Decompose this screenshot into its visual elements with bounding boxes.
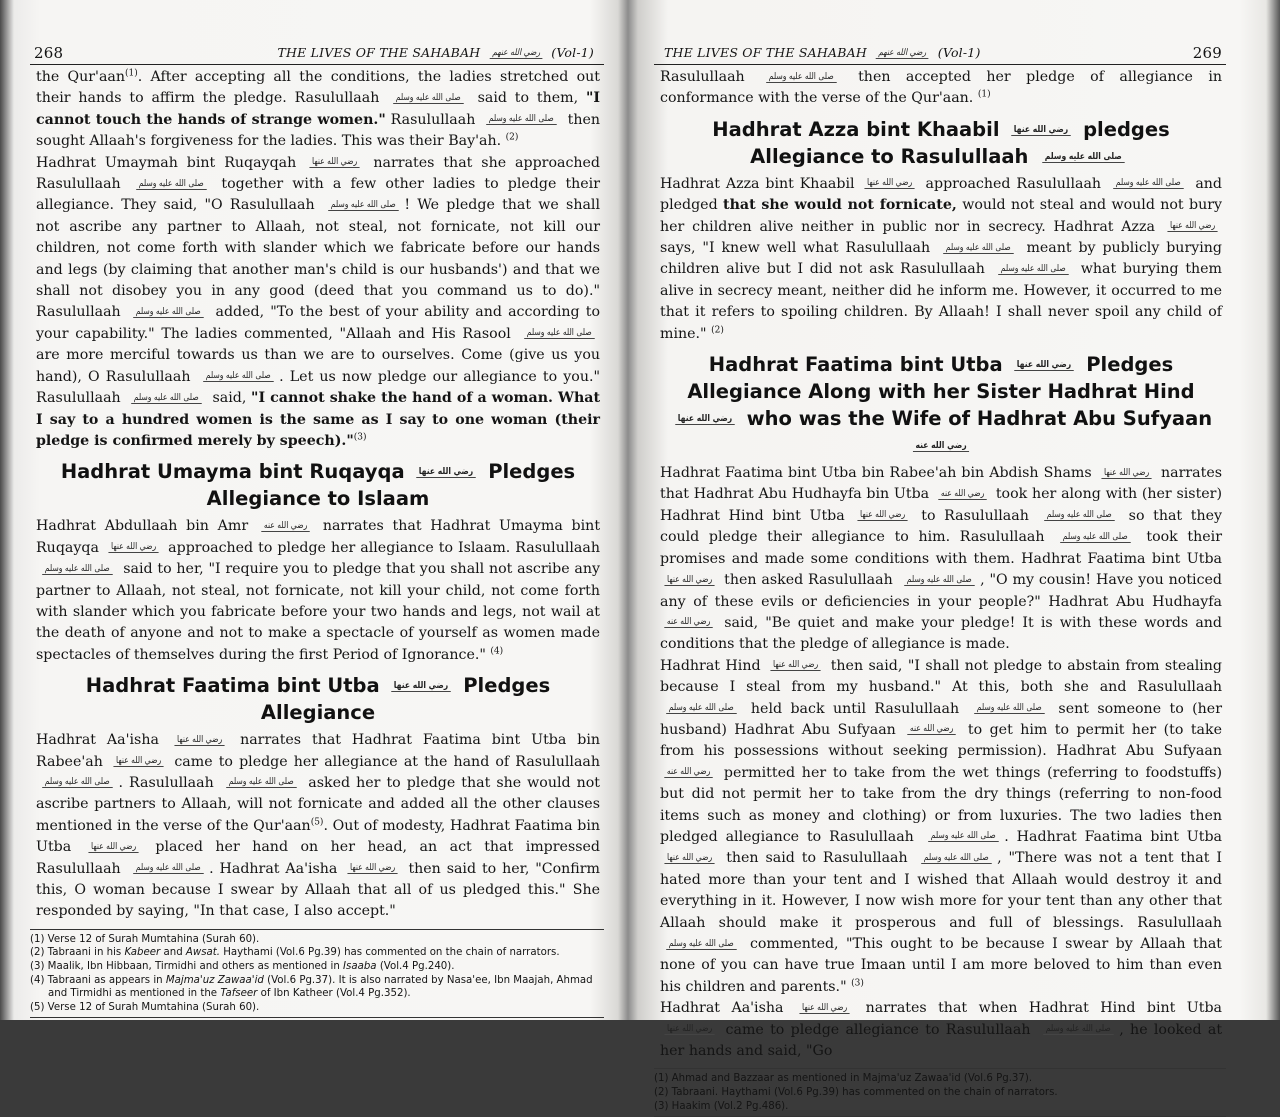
honorific-icon: صلى الله عليه وسلم [1042, 152, 1124, 163]
honorific-icon: رضي الله عنها [1101, 468, 1151, 479]
footnote: (3) Haakim (Vol.2 Pg.486). [654, 1100, 789, 1112]
honorific-icon: رضي الله عنها [417, 467, 477, 478]
honorific-icon: رضي الله عنهم [489, 48, 542, 59]
honorific-icon: صلى الله عليه وسلم [904, 575, 974, 586]
honorific-icon: رضي الله عنه [938, 489, 987, 500]
honorific-icon: رضي الله عنها [664, 1024, 714, 1035]
paragraph: Hadhrat Hind رضي الله عنها then said, "I shall not pledge to abstain from stealing because I steal from my husband." At this, both she and Rasulullaah صلى الله عليه وسلم held back until Rasulullaah صلى الله عليه وسلم sent someone to (her husband) Hadhrat Abu Sufyaan رضي الله عنه to get him to permit her (to take from his possessions without seeking permission). Hadhrat Abu Sufyaan رضي الله عنه permitted her to take from the wet things (referring to foodstuffs) but did not permit her to take from the dry things (referring to non-food items such as money and clothing) or from luxuries. The two ladies then pledged allegiance to Rasulullaah صلى الله عليه وسلم . Hadhrat Faatima bint Utba رضي الله عنها then said to Rasulullaah صلى الله عليه وسلم , "There was not a tent that I hated more than your tent and I wished that Allaah would destroy it and everything in it. However, I now wish more for your tent than any other that Allaah should make it prosperous and full of blessings. Rasulullaah صلى الله عليه وسلم commented, "This ought to be because I swear by Allaah that none of you can have true Imaan until I am more beloved to him than even his children and parents." $^{(3)}$ [660, 657, 1223, 995]
honorific-icon: صلى الله عليه وسلم [524, 328, 594, 339]
honorific-icon: صلى الله عليه وسلم [1043, 1024, 1113, 1035]
paragraph: Rasulullaah صلى الله عليه وسلم then accepted her pledge of allegiance in conformance with the verse of the Qur'aan. $^{(1)}$ [660, 69, 1222, 107]
honorific-icon: رضي الله عنها [348, 863, 398, 874]
running-title: THE LIVES OF THE SAHABAH رضي الله عنهم (Vol-1) [664, 45, 981, 60]
paragraph: Hadhrat Aa'isha رضي الله عنها narrates that Hadhrat Faatima bint Utba bin Rabee'ah رضي الله عنها came to pledge her allegiance at the hand of Rasulullaah صلى الله عليه وسلم . Rasulullaah صلى الله عليه وسلم asked her to pledge that she would not ascribe partners to Allaah, will not fornicate and added all the other clauses mentioned in the verse of the Qur'aan$^{(5)}$. Out of modesty, Hadhrat Faatima bin Utba رضي الله عنها placed her hand on her head, an act that impressed Rasulullaah صلى الله عليه وسلم . Hadhrat Aa'isha رضي الله عنها then said to her, "Confirm this, O woman because I swear by Allaah that all of us pledged this." She responded by saying, "In that case, I also accept." [36, 732, 600, 920]
honorific-icon: رضي الله عنها [88, 842, 138, 853]
honorific-icon: صلى الله عليه وسلم [1060, 532, 1130, 543]
footnote: (1) Verse 12 of Surah Mumtahina (Surah 60). [30, 933, 260, 945]
honorific-icon: صلى الله عليه وسلم [666, 703, 736, 714]
footnote: (2) Tabraani in his Kabeer and Awsat. Haythami (Vol.6 Pg.39) has commented on the chain of narrators. [30, 947, 560, 959]
honorific-icon: صلى الله عليه وسلم [133, 307, 203, 318]
section-heading: Hadhrat Faatima bint Utba رضي الله عنها Pledges Allegiance [85, 674, 551, 725]
section-heading: Hadhrat Umayma bint Ruqayqa رضي الله عنها Pledges Allegiance to Islaam [60, 460, 576, 511]
honorific-icon: صلى الله عليه وسلم [666, 939, 736, 950]
honorific-icon: رضي الله عنها [865, 178, 915, 189]
honorific-icon: رضي الله عنها [1012, 125, 1072, 136]
section-heading: Hadhrat Azza bint Khaabil رضي الله عنها pledges Allegiance to Rasulullaah صلى الله عليه وسلم [712, 117, 1170, 168]
honorific-icon: رضي الله عنه [908, 724, 957, 735]
honorific-icon: صلى الله عليه وسلم [998, 264, 1068, 275]
honorific-icon: صلى الله عليه وسلم [1044, 510, 1114, 521]
honorific-icon: رضي الله عنه [664, 767, 713, 778]
footnote: (1) Ahmad and Bazzaar as mentioned in Majma'uz Zawaa'id (Vol.6 Pg.37). [654, 1073, 1033, 1085]
footnotes [654, 1068, 1226, 1117]
honorific-icon: رضي الله عنها [664, 575, 714, 586]
honorific-icon: صلى الله عليه وسلم [328, 200, 398, 211]
honorific-icon: صلى الله عليه وسلم [226, 777, 296, 788]
honorific-icon: صلى الله عليه وسلم [393, 93, 463, 104]
honorific-icon: صلى الله عليه وسلم [766, 72, 836, 83]
footnotes [30, 929, 604, 1019]
honorific-icon: صلى الله عليه وسلم [928, 831, 998, 842]
left-page [30, 42, 604, 1018]
honorific-icon: رضي الله عنه [913, 441, 969, 452]
page-number: 269 [1192, 44, 1222, 62]
honorific-icon: رضي الله عنها [310, 157, 360, 168]
honorific-icon: صلى الله عليه وسلم [42, 564, 112, 575]
footnote: (4) Tabraani as appears in Majma'uz Zawaa'id (Vol.6 Pg.37). It is also narrated by Nasa'ee, Ibn Maajah, Ahmad and Tirmidhi as mentioned in the Tafseer of Ibn Katheer (Vol.4 Pg.352). [30, 974, 593, 1000]
running-title: THE LIVES OF THE SAHABAH رضي الله عنهم (Vol-1) [277, 45, 594, 60]
page-body [30, 65, 604, 923]
honorific-icon: صلى الله عليه وسلم [974, 703, 1044, 714]
paragraph: Hadhrat Abdullaah bin Amr رضي الله عنه narrates that Hadhrat Umayma bint Ruqayqa رضي الله عنها approached to pledge her allegiance to Islaam. Rasulullaah صلى الله عليه وسلم said to her, "I require you to pledge that you shall not ascribe any partner to Allaah, not steal, not fornicate, not kill your child, not come forth with slander which you fabricate before your two hands and legs, not wail at the death of anyone and not to make a spectacle of yourself as women made spectacles of themselves during the first Period of Ignorance." $^{(4)}$ [36, 518, 601, 663]
paragraph: Hadhrat Aa'isha رضي الله عنها narrates that when Hadhrat Hind bint Utba رضي الله عنها came to pledge allegiance to Rasulullaah صلى الله عليه وسلم , he looked at her hands and said, "Go [660, 1000, 1223, 1060]
honorific-icon: رضي الله عنها [392, 681, 452, 692]
honorific-icon: صلى الله عليه وسلم [132, 393, 202, 404]
paragraph: Hadhrat Umaymah bint Ruqayqah رضي الله عنها narrates that she approached Rasulullaah صلى الله عليه وسلم together with a few other ladies to pledge their allegiance. They said, "O Rasulullaah صلى الله عليه وسلم ! We pledge that we shall not ascribe any partner to Allaah, not steal, not fornicate, not kill our children, not come forth with slander which we fabricate before our hands and legs (by claiming that another man's child is our husbands') and that we shall not disobey you in any good (deed that you command us to do)." Rasulullaah صلى الله عليه وسلم added, "To the best of your ability and according to your capability." The ladies commented, "Allaah and His Rasool صلى الله عليه وسلم are more merciful towards us than we are to ourselves. Come (give us you hand), O Rasulullaah صلى الله عليه وسلم . Let us now pledge our allegiance to you." Rasulullaah صلى الله عليه وسلم said, "I cannot shake the hand of a woman. What I say to a hundred women is the same as I say to one woman (their pledge is confirmed merely by speech)."$^{(3)}$ [36, 154, 601, 449]
page-body [654, 65, 1226, 1062]
honorific-icon: رضي الله عنها [1167, 221, 1217, 232]
honorific-icon: رضي الله عنها [1015, 360, 1075, 371]
honorific-icon: رضي الله عنها [770, 660, 820, 671]
honorific-icon: صلى الله عليه وسلم [1113, 178, 1183, 189]
honorific-icon: صلى الله عليه وسلم [203, 371, 273, 382]
honorific-icon: رضي الله عنها [664, 853, 714, 864]
paragraph: Hadhrat Faatima bint Utba bin Rabee'ah bin Abdish Shams رضي الله عنها narrates that Hadhrat Abu Hudhayfa bin Utba رضي الله عنه took her along with (her sister) Hadhrat Hind bint Utba رضي الله عنها to Rasulullaah صلى الله عليه وسلم so that they could pledge their allegiance to him. Rasulullaah صلى الله عليه وسلم took their promises and made some conditions with them. Hadhrat Faatima bint Utba رضي الله عنها then asked Rasulullaah صلى الله عليه وسلم , "O my cousin! Have you noticed any of these evils or deficiencies in your people?" Hadhrat Abu Hudhayfa رضي الله عنه said, "Be quiet and make your pledge! It is with these words and conditions that the pledge of allegiance is made. [660, 465, 1223, 653]
section-heading: Hadhrat Faatima bint Utba رضي الله عنها Pledges Allegiance Along with her Sister Hadhrat Hind رضي الله عنها who was the Wife of Hadhrat Abu Sufyaan رضي الله عنه [660, 351, 1222, 459]
honorific-icon: صلى الله عليه وسلم [42, 777, 112, 788]
paragraph: the Qur'aan$^{(1)}$. After accepting all the conditions, the ladies stretched out their hands to affirm the pledge. Rasulullaah صلى الله عليه وسلم said to them, "I cannot touch the hands of strange women." Rasulullaah صلى الله عليه وسلم then sought Allaah's forgiveness for the ladies. This was their Bay'ah. $^{(2)}$ [36, 68, 601, 150]
honorific-icon: صلى الله عليه وسلم [943, 243, 1013, 254]
paragraph: Hadhrat Azza bint Khaabil رضي الله عنها approached Rasulullaah صلى الله عليه وسلم and pledged that she would not fornicate, would not steal and would not bury her children alive neither in public nor in secrecy. Hadhrat Azza رضي الله عنها says, "I knew well what Rasulullaah صلى الله عليه وسلم meant by publicly burying children alive but I did not ask Rasulullaah صلى الله عليه وسلم what burying them alive in secrecy meant, neither did he inform me. However, it occurred to me that it refers to spoiling children. By Allaah! I shall never spoil any child of mine." $^{(2)}$ [660, 175, 1223, 342]
honorific-icon: صلى الله عليه وسلم [133, 863, 203, 874]
footnote: (2) Tabraani. Haythami (Vol.6 Pg.39) has commented on the chain of narrators. [654, 1087, 1058, 1099]
honorific-icon: رضي الله عنهم [876, 48, 929, 59]
honorific-icon: رضي الله عنها [675, 414, 735, 425]
honorific-icon: صلى الله عليه وسلم [921, 853, 991, 864]
honorific-icon: صلى الله عليه وسلم [136, 179, 206, 190]
page-number: 268 [34, 44, 64, 62]
honorific-icon: رضي الله عنها [174, 735, 224, 746]
honorific-icon: رضي الله عنها [113, 756, 163, 767]
honorific-icon: رضي الله عنه [664, 617, 713, 628]
honorific-icon: رضي الله عنها [858, 510, 908, 521]
running-header [654, 42, 1226, 65]
honorific-icon: صلى الله عليه وسلم [486, 114, 556, 125]
right-page [654, 42, 1226, 1117]
running-header [30, 42, 604, 65]
honorific-icon: رضي الله عنها [799, 1003, 849, 1014]
footnote: (5) Verse 12 of Surah Mumtahina (Surah 60). [30, 1001, 260, 1013]
footnote: (3) Maalik, Ibn Hibbaan, Tirmidhi and others as mentioned in Isaaba (Vol.4 Pg.240). [30, 961, 455, 972]
honorific-icon: رضي الله عنها [108, 542, 158, 553]
honorific-icon: رضي الله عنه [261, 521, 310, 532]
